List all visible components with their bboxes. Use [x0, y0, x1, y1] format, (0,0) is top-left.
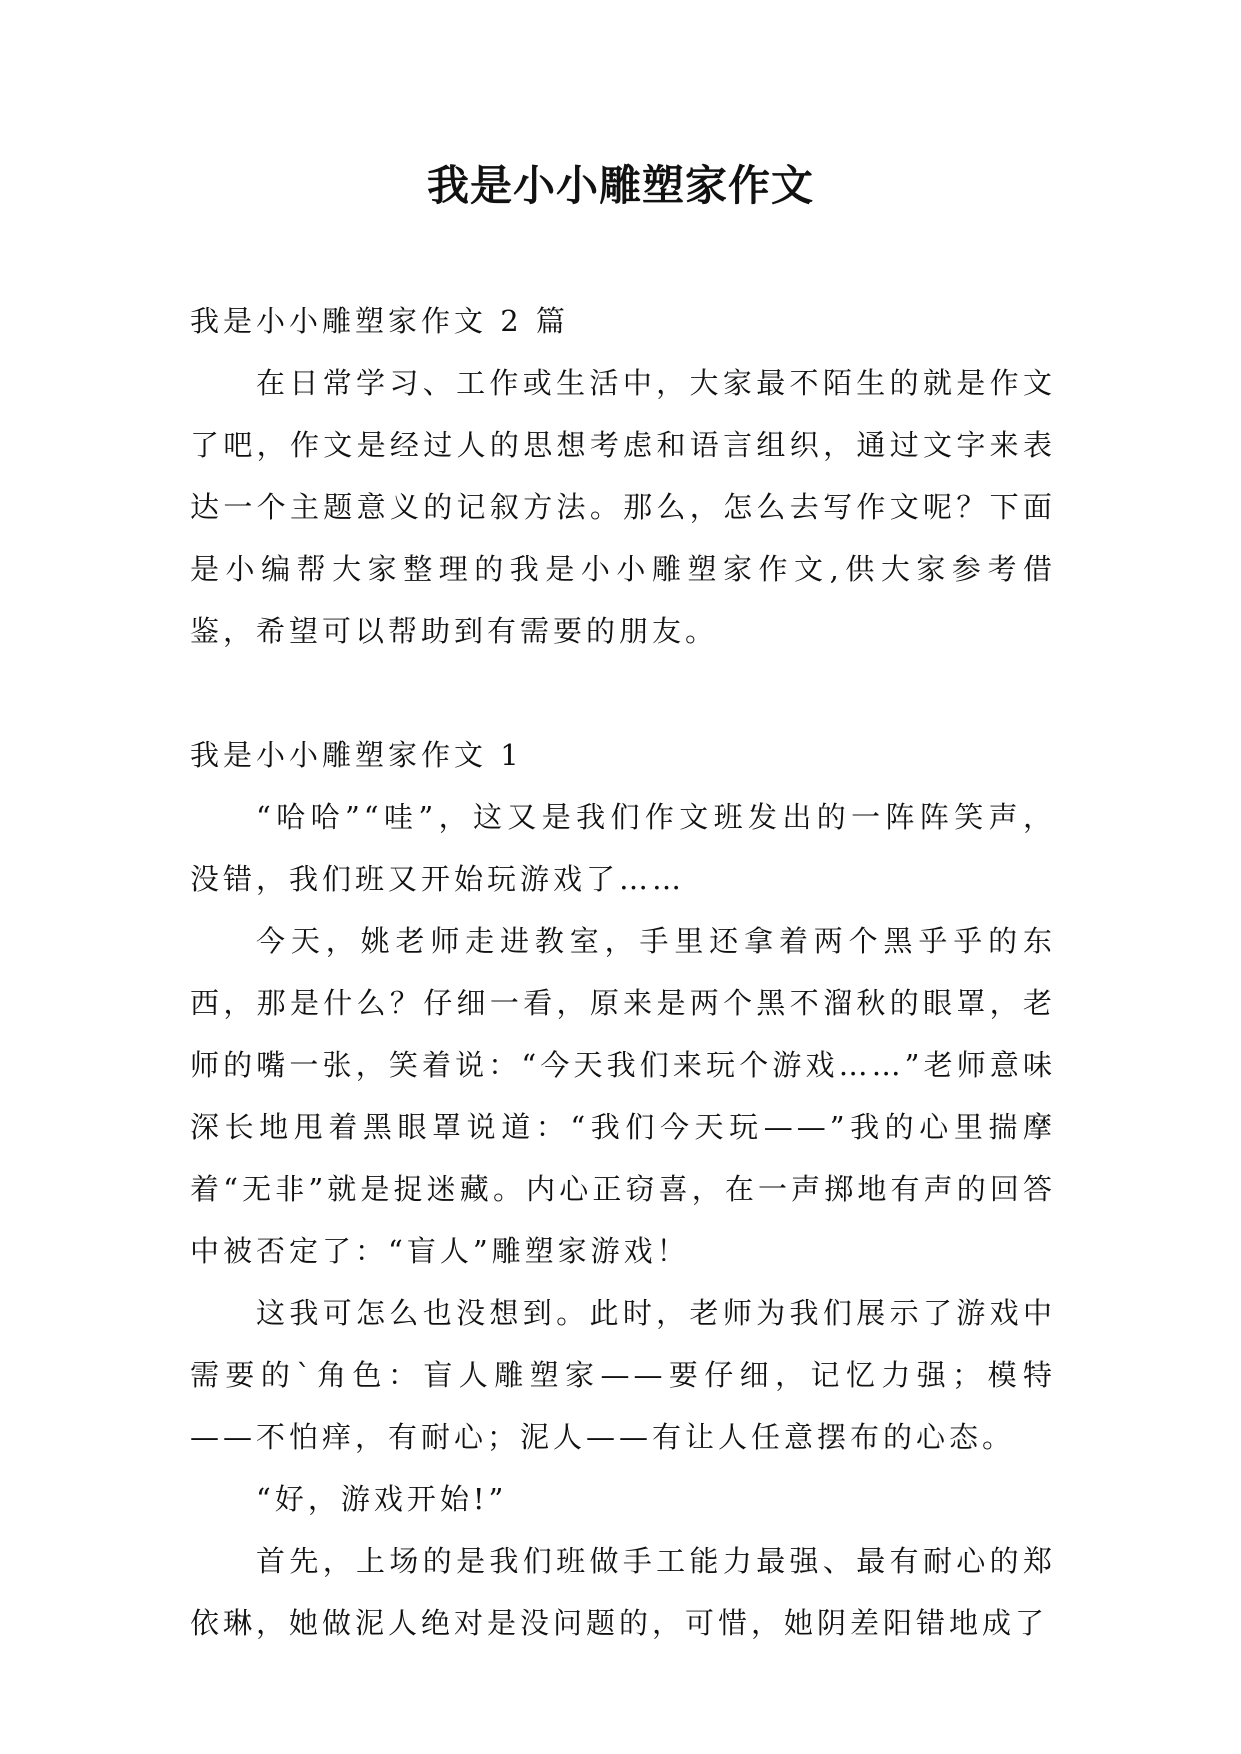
- section-1-heading: 我是小小雕塑家作文 1: [190, 738, 523, 772]
- paragraph-2: 今天，姚老师走进教室，手里还拿着两个黑乎乎的东西，那是什么？仔细一看，原来是两个黑不溜秋的眼罩，老师的嘴一张，笑着说：“今天我们来玩个游戏……”老师意味深长地甩着黑眼罩说道：“我们今天玩——”我的心里揣摩着“无非”就是捉迷藏。内心正窃喜，在一声掷地有声的回答中被否定了：“盲人”雕塑家游戏！: [190, 924, 1056, 1268]
- paragraph-3: 这我可怎么也没想到。此时，老师为我们展示了游戏中需要的`角色：盲人雕塑家——要仔细，记忆力强；模特——不怕痒，有耐心；泥人——有让人任意摆布的心态。: [190, 1296, 1056, 1454]
- document-body: [190, 290, 1056, 1654]
- paragraph-5: 首先，上场的是我们班做手工能力最强、最有耐心的郑依琳，她做泥人绝对是没问题的，可惜，她阴差阳错地成了: [190, 1544, 1056, 1640]
- intro-heading: 我是小小雕塑家作文 2 篇: [190, 304, 569, 338]
- paragraph-4: “好，游戏开始!”: [256, 1482, 508, 1516]
- document-title: 我是小小雕塑家作文: [426, 161, 814, 210]
- intro-paragraph: 在日常学习、工作或生活中，大家最不陌生的就是作文了吧，作文是经过人的思想考虑和语言组织，通过文字来表达一个主题意义的记叙方法。那么，怎么去写作文呢？下面是小编帮大家整理的我是小小雕塑家作文,供大家参考借鉴，希望可以帮助到有需要的朋友。: [190, 366, 1056, 648]
- paragraph-1: “哈哈”“哇”，这又是我们作文班发出的一阵阵笑声，没错，我们班又开始玩游戏了……: [190, 800, 1056, 896]
- section-spacer: [190, 662, 1056, 724]
